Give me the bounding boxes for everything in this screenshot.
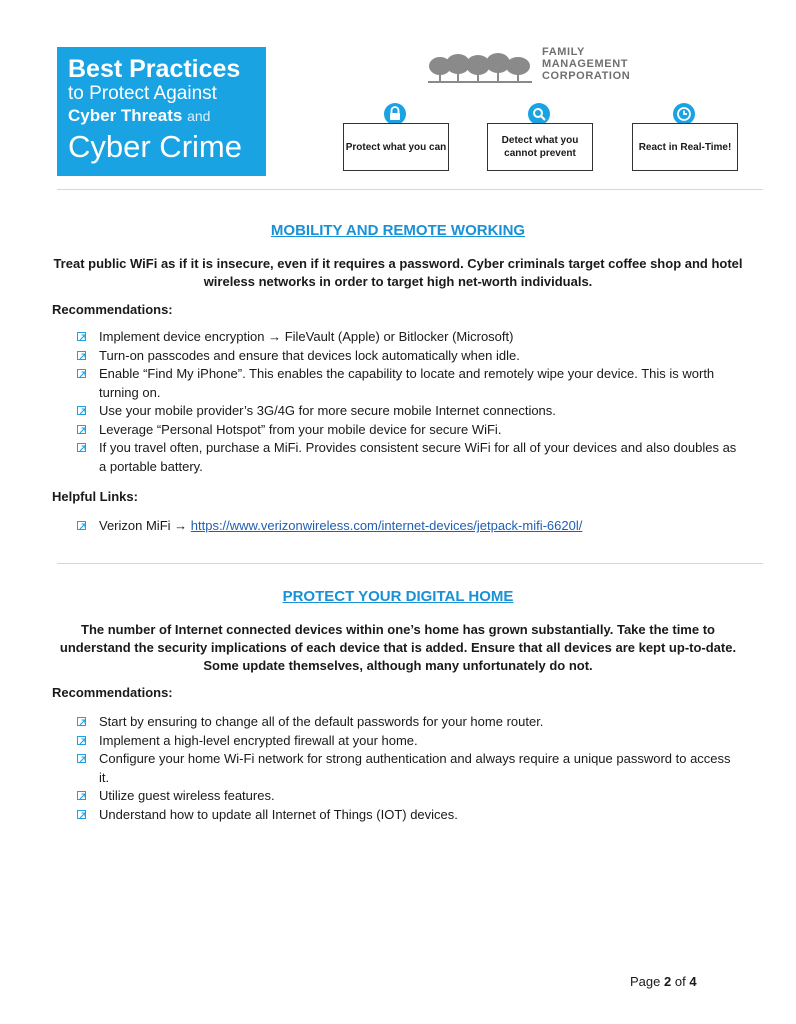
- logo-line-2: MANAGEMENT: [542, 58, 629, 70]
- link-prefix: Verizon MiFi →: [99, 518, 188, 533]
- section-title-mobility: MOBILITY AND REMOTE WORKING: [270, 222, 526, 239]
- banner-line-3: [68, 105, 266, 127]
- list-item-text: Start by ensuring to change all of the default passwords for your home router.: [99, 714, 544, 729]
- arrow-bullet-icon: [77, 736, 86, 745]
- list-item: [77, 750, 737, 787]
- title-banner: [57, 47, 266, 176]
- home-list: [77, 713, 737, 824]
- list-item: [77, 421, 737, 440]
- arrow-bullet-icon: [77, 406, 86, 415]
- page-current: 2: [664, 974, 672, 989]
- arrow-bullet-icon: [77, 810, 86, 819]
- trees-logo-icon: [428, 50, 536, 84]
- list-item-text: Utilize guest wireless features.: [99, 788, 275, 803]
- mobility-list: [77, 328, 737, 476]
- divider-top: [57, 189, 763, 190]
- list-item-text: Use your mobile provider’s 3G/4G for more secure mobile Internet connections.: [99, 403, 556, 418]
- page-word: Page: [630, 974, 661, 989]
- arrow-bullet-icon: [77, 791, 86, 800]
- list-item-text: Enable “Find My iPhone”. This enables the capability to locate and remotely wipe your device. This is worth turning on.: [99, 366, 715, 400]
- list-item: [77, 328, 737, 347]
- arrow-bullet-icon: [77, 351, 86, 360]
- list-item-text: Configure your home Wi-Fi network for strong authentication and always require a unique password to access it.: [99, 751, 731, 785]
- verizon-mifi-link[interactable]: https://www.verizonwireless.com/internet-devices/jetpack-mifi-6620l/: [190, 518, 583, 533]
- home-recommendations-label: Recommendations:: [52, 685, 173, 700]
- arrow-bullet-icon: [77, 332, 86, 341]
- list-item: [77, 347, 737, 366]
- mobility-lead: Treat public WiFi as if it is insecure, even if it requires a password. Cyber criminals target coffee shop and hotel wireless networks in order to target high net-worth individuals.: [53, 256, 743, 289]
- list-item-text: If you travel often, purchase a MiFi. Provides consistent secure WiFi for all of your devices and also doubles as a portable battery.: [99, 440, 737, 474]
- pillar-detect-label: Detect what you cannot prevent: [501, 135, 579, 159]
- arrow-bullet-icon: [77, 443, 86, 452]
- magnifier-icon: [528, 103, 550, 125]
- logo-text: [542, 46, 630, 82]
- banner-line-1: Best Practices: [68, 55, 241, 83]
- list-item: [77, 517, 737, 536]
- pillar-react-label: React in Real-Time!: [638, 141, 732, 153]
- list-item: [77, 787, 737, 806]
- banner-line-3-text: Cyber Threats: [68, 106, 183, 125]
- logo-line-1: FAMILY: [542, 46, 585, 58]
- home-lead: The number of Internet connected devices within one’s home has grown substantially. Take the time to understand the security implications of each device that is added. Ensure that all devices are kept up-to-date. Some update themselves, although many unfortunately do not.: [59, 622, 737, 673]
- clock-icon: [673, 103, 695, 125]
- arrow-bullet-icon: [77, 754, 86, 763]
- links-list: [77, 517, 737, 536]
- arrow-bullet-icon: [77, 369, 86, 378]
- page-number: [630, 974, 697, 989]
- arrow-bullet-icon: [77, 521, 86, 530]
- list-item-text: Implement device encryption → FileVault (Apple) or Bitlocker (Microsoft): [99, 329, 514, 344]
- list-item: [77, 439, 737, 476]
- arrow-bullet-icon: [77, 425, 86, 434]
- page-total: 4: [689, 974, 697, 989]
- pillar-detect: [487, 123, 593, 171]
- banner-and: and: [187, 108, 211, 124]
- list-item: [77, 713, 737, 732]
- company-logo: [428, 46, 658, 90]
- section-title-home: PROTECT YOUR DIGITAL HOME: [282, 588, 514, 605]
- lock-icon: [384, 103, 406, 125]
- list-item: [77, 402, 737, 421]
- list-item-text: Implement a high-level encrypted firewall at your home.: [99, 732, 418, 748]
- pillar-protect: [343, 123, 449, 171]
- list-item: [77, 806, 737, 825]
- list-item-text: Turn-on passcodes and ensure that devices lock automatically when idle.: [99, 347, 520, 363]
- banner-line-4: Cyber Crime: [68, 129, 242, 164]
- banner-line-2: to Protect Against: [68, 83, 217, 104]
- pillar-react: [632, 123, 738, 171]
- helpful-links-label: Helpful Links:: [52, 489, 138, 504]
- list-item: [77, 365, 737, 402]
- mobility-recommendations-label: Recommendations:: [52, 302, 173, 317]
- arrow-bullet-icon: [77, 717, 86, 726]
- divider-middle: [57, 563, 763, 564]
- list-item-text: Understand how to update all Internet of Things (IOT) devices.: [99, 806, 458, 822]
- list-item-text: Leverage “Personal Hotspot” from your mobile device for secure WiFi.: [99, 421, 502, 437]
- list-item: [77, 732, 737, 751]
- of-word: of: [674, 974, 686, 989]
- logo-line-3: CORPORATION: [542, 70, 631, 82]
- pillar-protect-label: Protect what you can: [345, 141, 447, 153]
